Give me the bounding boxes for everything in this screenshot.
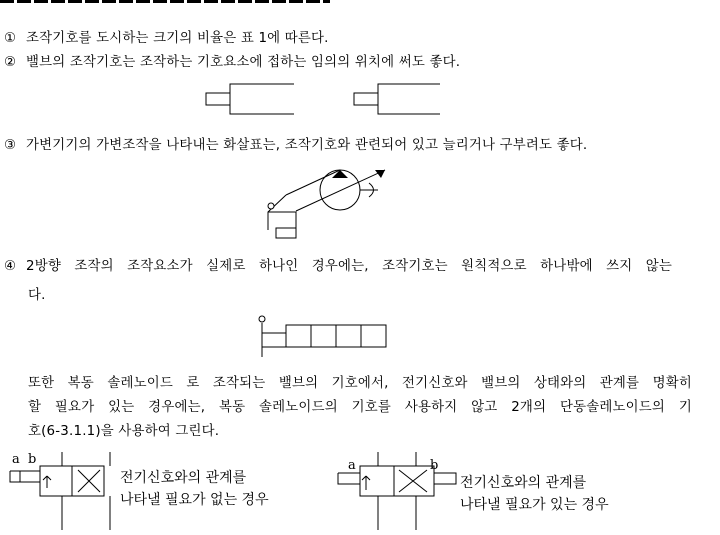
item-number: ①	[4, 31, 17, 46]
item-4-continuation: 다.	[28, 288, 46, 303]
item-number: ③	[4, 138, 17, 153]
caption-line: 전기신호와의 관계를	[460, 475, 587, 491]
paragraph-line-3: 호(6-3.1.1)을 사용하여 그린다.	[28, 424, 220, 439]
solenoid-label-a: a	[348, 458, 356, 473]
item-number: ④	[4, 259, 17, 274]
caption-line: 나타낼 필요가 있는 경우	[460, 497, 609, 513]
caption-line: 나타낼 필요가 없는 경우	[120, 492, 269, 508]
item-text: 조작기호를 도시하는 크기의 비율은 표 1에 따른다.	[26, 31, 329, 46]
item-text: 2방향 조작의 조작요소가 실제로 하나인 경우에는, 조작기호는 원칙적으로 하나밖에 쓰지 않는	[26, 259, 672, 274]
solenoid-label-b: b	[430, 458, 439, 473]
right-figure-caption	[460, 472, 609, 516]
item-number: ②	[4, 55, 17, 70]
paragraph-line-1: 또한 복동 솔레노이드 로 조작되는 밸브의 기호에서, 전기신호와 밸브의 상태와의 관계를 명확히	[28, 376, 692, 391]
caption-line: 전기신호와의 관계를	[120, 470, 247, 486]
solenoid-label-a: a	[12, 452, 20, 467]
item-text: 가변기기의 가변조작을 나타내는 화살표는, 조작기호와 관련되어 있고 늘리거나 구부려도 좋다.	[26, 138, 588, 153]
item-text: 밸브의 조작기호는 조작하는 기호요소에 접하는 임의의 위치에 써도 좋다.	[26, 55, 461, 70]
solenoid-label-b: b	[28, 452, 37, 467]
paragraph-line-2: 할 필요가 있는 경우에는, 복동 솔레노이드의 기호를 사용하지 않고 2개의 단동솔레노이드의 기	[28, 400, 692, 415]
